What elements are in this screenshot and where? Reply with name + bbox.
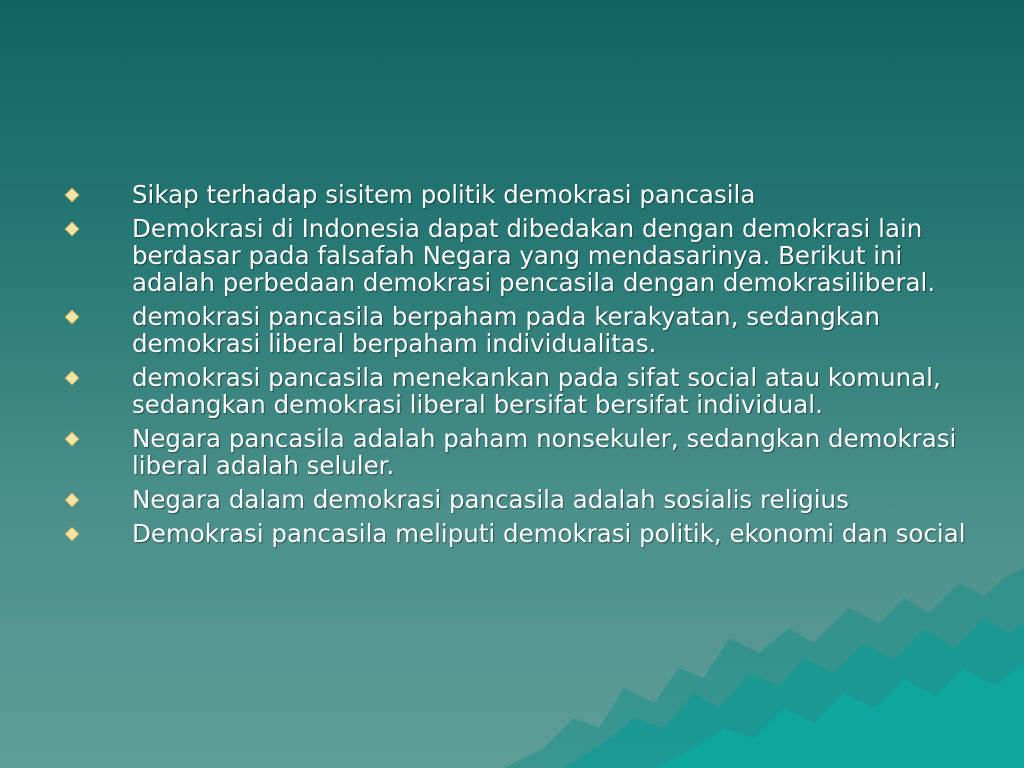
list-item — [62, 181, 982, 208]
bullet-text: Demokrasi pancasila meliputi demokrasi politik, ekonomi dan social — [132, 519, 966, 548]
diamond-icon — [64, 187, 80, 203]
diamond-icon — [64, 492, 80, 508]
bullet-text: Demokrasi di Indonesia dapat dibedakan dengan demokrasi lain berdasar pada falsafah Negara yang mendasarinya. Berikut ini adalah perbedaan demokrasi pencasila dengan demokrasiliberal. — [132, 214, 936, 297]
diamond-icon — [64, 309, 80, 325]
list-item — [62, 364, 982, 418]
diamond-icon — [64, 431, 80, 447]
bullet-text: Negara pancasila adalah paham nonsekuler, sedangkan demokrasi liberal adalah seluler. — [132, 424, 957, 480]
bullet-text: demokrasi pancasila berpaham pada kerakyatan, sedangkan demokrasi liberal berpaham individualitas. — [132, 302, 881, 358]
bullet-text: demokrasi pancasila menekankan pada sifat social atau komunal, sedangkan demokrasi liberal bersifat bersifat individual. — [132, 363, 941, 419]
diamond-icon — [64, 370, 80, 386]
bullet-text: Negara dalam demokrasi pancasila adalah sosialis religius — [132, 485, 849, 514]
list-item — [62, 425, 982, 479]
mountain-decoration — [504, 568, 1024, 768]
list-item — [62, 303, 982, 357]
list-item — [62, 486, 982, 513]
bullet-list — [62, 181, 982, 547]
diamond-icon — [64, 526, 80, 542]
diamond-icon — [64, 221, 80, 237]
slide-body — [62, 181, 982, 554]
bullet-text: Sikap terhadap sisitem politik demokrasi pancasila — [132, 180, 756, 209]
list-item — [62, 215, 982, 296]
list-item — [62, 520, 982, 547]
